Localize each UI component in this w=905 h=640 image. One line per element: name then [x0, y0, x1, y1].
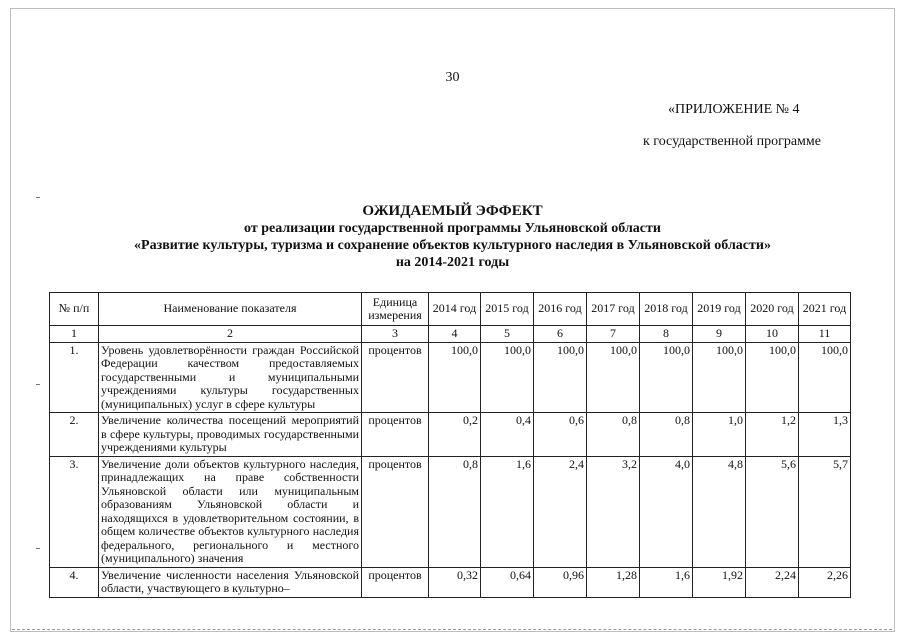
header-year: 2016 год: [534, 293, 587, 326]
scan-mark: [36, 548, 40, 549]
value-cell: 2,24: [746, 567, 799, 597]
value-cell: 0,64: [481, 567, 534, 597]
column-number: 6: [534, 326, 587, 343]
header-year: 2014 год: [429, 293, 481, 326]
table-header-row: [50, 293, 851, 326]
value-cell: 3,2: [587, 456, 640, 567]
header-num: № п/п: [50, 293, 99, 326]
value-cell: 100,0: [799, 342, 851, 413]
column-number: 9: [693, 326, 746, 343]
column-number: 2: [99, 326, 362, 343]
value-cell: 4,0: [640, 456, 693, 567]
header-year: 2018 год: [640, 293, 693, 326]
value-cell: 1,6: [640, 567, 693, 597]
value-cell: 5,7: [799, 456, 851, 567]
row-number: 4.: [50, 567, 99, 597]
value-cell: 100,0: [640, 342, 693, 413]
indicator-name: Увеличение количества посещений мероприятий в сфере культуры, проводимых государственными учреждениями культуры: [99, 413, 362, 457]
table-row: [50, 456, 851, 567]
value-cell: 100,0: [429, 342, 481, 413]
value-cell: 0,6: [534, 413, 587, 457]
column-number: 1: [50, 326, 99, 343]
header-year: 2019 год: [693, 293, 746, 326]
value-cell: 1,0: [693, 413, 746, 457]
value-cell: 0,8: [640, 413, 693, 457]
scan-mark: [36, 384, 40, 385]
unit-cell: процентов: [362, 456, 429, 567]
indicator-name: Уровень удовлетворённости граждан Российской Федерации качеством предоставляемых государственными и муниципальными учреждениями культуры государственных (муниципальных) услуг в сфере культуры: [99, 342, 362, 413]
table-row: [50, 413, 851, 457]
page-bottom-edge: [12, 629, 892, 630]
value-cell: 1,3: [799, 413, 851, 457]
value-cell: 0,8: [429, 456, 481, 567]
page-number: 30: [445, 70, 460, 85]
indicator-name: Увеличение доли объектов культурного наследия, принадлежащих на праве собственности Ульяновской области или муниципальным образованиям Ульяновской области и находящихся в удовлетворительном состоянии, в общем количестве объектов культурного наследия федерального, регионального и местного (муниципального) значения: [99, 456, 362, 567]
column-number: 4: [429, 326, 481, 343]
header-year: 2020 год: [746, 293, 799, 326]
unit-cell: процентов: [362, 567, 429, 597]
value-cell: 0,32: [429, 567, 481, 597]
column-number: 3: [362, 326, 429, 343]
column-number: 10: [746, 326, 799, 343]
header-year: 2017 год: [587, 293, 640, 326]
effect-table: [49, 292, 851, 598]
row-number: 2.: [50, 413, 99, 457]
appendix-label: «ПРИЛОЖЕНИЕ № 4: [668, 102, 800, 117]
indicator-name: Увеличение численности населения Ульяновской области, участвующего в культурно–: [99, 567, 362, 597]
table-row: [50, 342, 851, 413]
unit-cell: процентов: [362, 342, 429, 413]
row-number: 1.: [50, 342, 99, 413]
title-line-3: «Развитие культуры, туризма и сохранение объектов культурного наследия в Ульяновской области»: [134, 238, 771, 253]
header-unit: Единица измерения: [362, 293, 429, 326]
column-number: 5: [481, 326, 534, 343]
value-cell: 100,0: [534, 342, 587, 413]
table-row: [50, 567, 851, 597]
value-cell: 0,8: [587, 413, 640, 457]
value-cell: 100,0: [746, 342, 799, 413]
title-line-1: ОЖИДАЕМЫЙ ЭФФЕКТ: [362, 203, 543, 219]
value-cell: 5,6: [746, 456, 799, 567]
value-cell: 4,8: [693, 456, 746, 567]
value-cell: 1,92: [693, 567, 746, 597]
appendix-subtitle: к государственной программе: [643, 134, 821, 149]
value-cell: 2,4: [534, 456, 587, 567]
header-year: 2015 год: [481, 293, 534, 326]
value-cell: 100,0: [481, 342, 534, 413]
document-title: [40, 203, 865, 271]
title-line-2: от реализации государственной программы Ульяновской области: [244, 221, 661, 236]
column-number: 11: [799, 326, 851, 343]
value-cell: 0,4: [481, 413, 534, 457]
value-cell: 2,26: [799, 567, 851, 597]
value-cell: 1,2: [746, 413, 799, 457]
value-cell: 100,0: [587, 342, 640, 413]
column-number: 7: [587, 326, 640, 343]
header-year: 2021 год: [799, 293, 851, 326]
header-name: Наименование показателя: [99, 293, 362, 326]
unit-cell: процентов: [362, 413, 429, 457]
row-number: 3.: [50, 456, 99, 567]
column-number-row: [50, 326, 851, 343]
value-cell: 100,0: [693, 342, 746, 413]
value-cell: 0,2: [429, 413, 481, 457]
column-number: 8: [640, 326, 693, 343]
value-cell: 0,96: [534, 567, 587, 597]
value-cell: 1,28: [587, 567, 640, 597]
value-cell: 1,6: [481, 456, 534, 567]
scan-mark: [36, 197, 40, 198]
title-line-4: на 2014-2021 годы: [395, 255, 510, 270]
